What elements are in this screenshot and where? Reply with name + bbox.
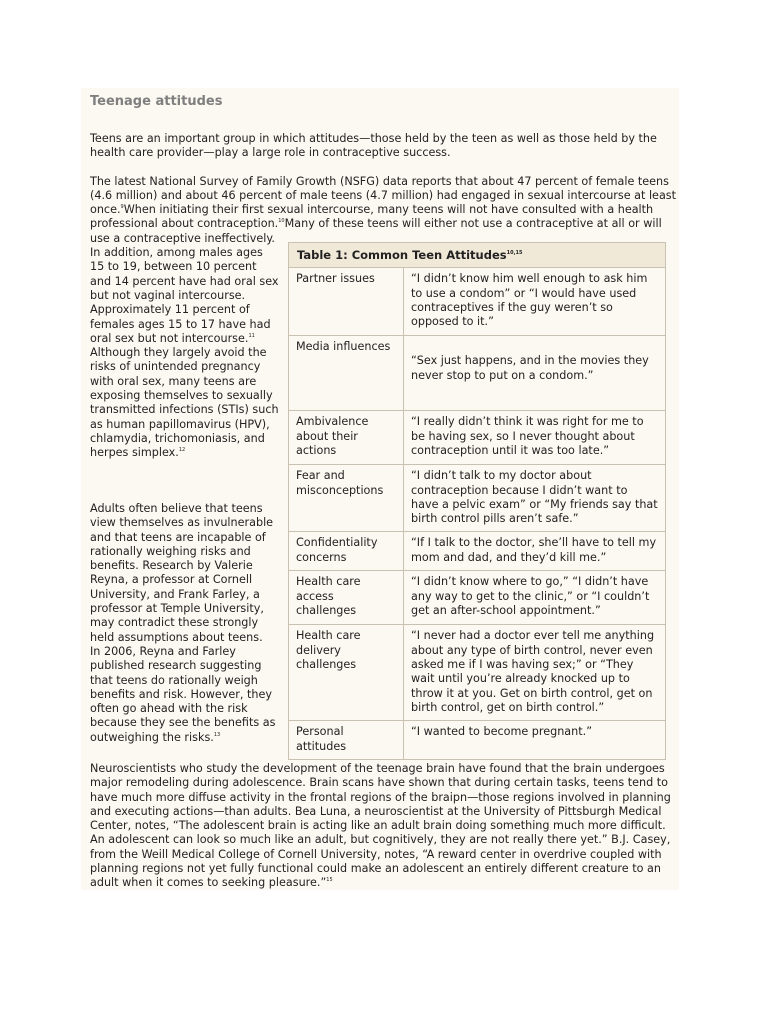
row-quote: “I wanted to become pregnant.”: [404, 721, 666, 760]
row-quote: “I didn’t talk to my doctor about contraception because I didn’t want to have a pelvic exam” or “My friends say that birth control pills aren’t safe.”: [404, 465, 666, 532]
paragraph-nsfg-d: Although they largely avoid the risks of unintended pregnancy with oral sex, many teens are exposing themselves to sexually transmitted infections (STIs) such as human papillomavirus (HPV), chlamydia, trichomoniasis, and herpes simplex.: [90, 346, 279, 460]
row-quote-text: “Sex just happens, and in the movies they never stop to put on a condom.”: [411, 354, 649, 382]
footnote-ref[interactable]: 9: [120, 204, 124, 211]
row-label: Ambivalence about their actions: [289, 411, 404, 465]
row-quote: “I never had a doctor ever tell me anything about any type of birth control, never even asked me if I was having sex;” or “They wait until you’re already knocked up to throw it at you. Get on birth control, get on birth control, get on birth control.”: [404, 625, 666, 721]
table-title: Table 1: Common Teen Attitudes: [297, 248, 507, 262]
section-heading: Teenage attitudes: [90, 94, 223, 109]
table-caption: [289, 243, 666, 268]
row-label: Health care access challenges: [289, 571, 404, 625]
table-row: [289, 571, 666, 625]
table-row: [289, 268, 666, 336]
paragraph-reyna-farley-text: Adults often believe that teens view themselves as invulnerable and that teens are incapable of rationally weighing risks and benefits. Research by Valerie Reyna, a professor at Cornell University, and Frank Farley, a professor at Temple University, may contradict these strongly held assumptions about teens. In 2006, Reyna and Farley published research suggesting that teens do rationally weigh benefits and risk. However, they often go ahead with the risk because they see the benefits as outweighing the risks.: [90, 502, 276, 744]
row-label: Health care delivery challenges: [289, 625, 404, 721]
left-column: [90, 502, 276, 759]
footnote-ref[interactable]: 11: [248, 332, 255, 339]
table-title-ref[interactable]: 10,15: [506, 250, 523, 256]
row-quote: “I didn’t know him well enough to ask him to use a condom” or “I would have used contraceptives if the guy weren’t so opposed to it.”: [404, 268, 666, 336]
table-row: [289, 336, 666, 411]
paragraph-nsfg-b: When initiating their first sexual intercourse, many teens will not have consulted with a health professional about contraception.: [90, 203, 654, 231]
footnote-ref[interactable]: 12: [178, 447, 186, 454]
footnote-ref[interactable]: 10: [278, 218, 285, 225]
table-row: [289, 625, 666, 721]
row-label: Partner issues: [289, 268, 404, 336]
row-quote: [404, 336, 666, 411]
paragraph-reyna-farley: [90, 502, 276, 745]
footnote-ref[interactable]: 15: [326, 877, 333, 884]
paragraph-intro: Teens are an important group in which attitudes—those held by the teen as well as those held by the health care provider—play a large role in contraceptive success.: [90, 132, 657, 160]
paragraph-neuroscience-text: Neuroscientists who study the development of the teenage brain have found that the brain undergoes major remodeling during adolescence. Brain scans have shown that during certain tasks, teens tend to have much more diffuse activity in the frontal regions of the braipn—those regions involved in planning and executing actions—than adults. Bea Luna, a neuroscientist at the University of Pittsburgh Medical Center, notes, “The adolescent brain is acting like an adult brain doing something much more difficult. An adolescent can look so much like an adult, but cognitively, they are not really there yet.” B.J. Casey, from the Weill Medical College of Cornell University, notes, “A reward center in overdrive coupled with planning regions not yet fully functional could make an adolescent an entirely different creature to an adult when it comes to seeking pleasure.”: [90, 762, 671, 890]
row-quote: “I really didn’t think it was right for me to be having sex, so I never thought about contraception until it was too late.”: [404, 411, 666, 465]
table-row: [289, 465, 666, 532]
row-quote: “I didn’t know where to go,” “I didn’t have any way to get to the clinic,” or “I couldn’t get an after-school appointment.”: [404, 571, 666, 625]
footnote-ref[interactable]: 13: [213, 731, 221, 738]
row-label: Personal attitudes: [289, 721, 404, 760]
paragraph-nsfg-a: The latest National Survey of Family Growth (NSFG) data reports that about 47 percent of female teens (4.6 million) and about 46 percent of male teens (4.7 million) had engaged in sexual intercourse at least once.: [90, 174, 677, 217]
table-row: [289, 532, 666, 571]
paragraph-nsfg-c: Many of these teens will either not use a contraceptive at all or will use a contraceptive ineffectively. In addition, among males ages 15 to 19, between 10 percent and 14 percent have had oral sex but not vaginal intercourse. Approximately 11 percent of females ages 15 to 17 have had oral sex but not intercourse.: [90, 217, 662, 345]
paragraph-neuroscience: [90, 762, 680, 891]
row-label: Confidentiality concerns: [289, 532, 404, 571]
teen-attitudes-table: [288, 242, 666, 760]
table-row: [289, 411, 666, 465]
row-label: Fear and misconceptions: [289, 465, 404, 532]
row-quote: “If I talk to the doctor, she’ll have to tell my mom and dad, and they’d kill me.”: [404, 532, 666, 571]
row-label: Media influences: [289, 336, 404, 411]
table-row: [289, 721, 666, 760]
